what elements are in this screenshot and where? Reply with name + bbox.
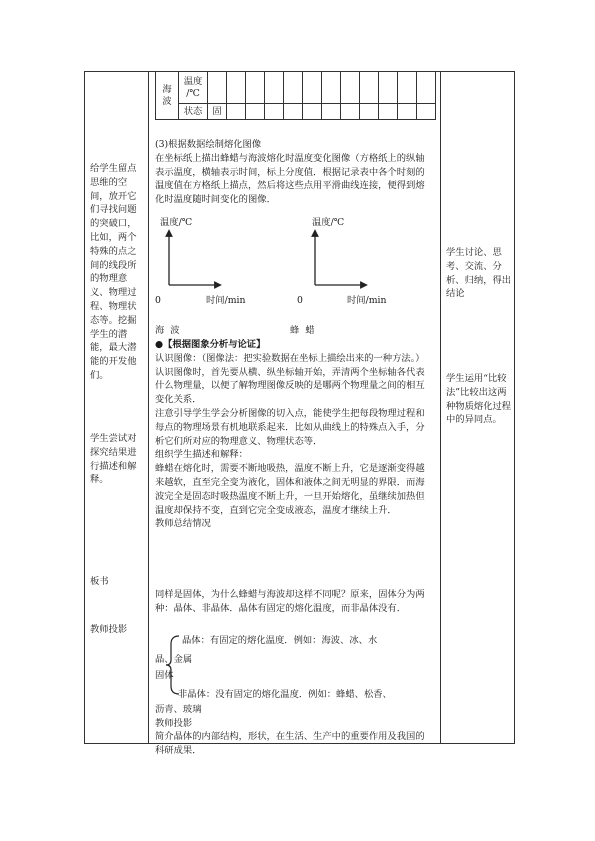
board-projection: 教师投影 [155, 718, 193, 729]
board-text: 同样是固体，为什么蜂蜡与海波却这样不同呢？原来，固体分为两种：晶体、非晶体．晶体有固定的熔化温度，而非晶体没有． [155, 589, 425, 614]
data-cell [322, 72, 341, 104]
data-cell [265, 72, 284, 104]
right-column-compare [446, 372, 512, 427]
data-cell [417, 104, 436, 120]
left-column [90, 162, 142, 383]
graph-right-name: 蜂 蜡 [290, 325, 315, 336]
haibo-data-table [155, 71, 436, 120]
data-cell [284, 72, 303, 104]
data-cell [379, 72, 398, 104]
graph-axes [150, 228, 440, 298]
state-value: 固 [208, 104, 227, 120]
board-label: 板书 [90, 576, 109, 587]
noncrystal-line-1: 非晶体：没有固定的熔化温度．例如：蜂蜡、松香、 [178, 689, 392, 700]
compare-text: 学生运用“比较法”比较出这两种物质熔化过程中的异同点。 [446, 373, 512, 426]
solid-label: 固体 [155, 670, 174, 681]
graph-right-ylabel: 温度/℃ [312, 217, 345, 228]
analysis-attention: 注意引导学生学会分析图像的切入点，能使学生把每段物理过程和每点的物理场景有机地联系起来．比如从曲线上的特殊点入手，分析它们所对应的物理意义、物理状态等． [155, 407, 425, 447]
analysis-section [155, 338, 433, 531]
student-try-text: 学生尝试对探究结果进行描述和解释。 [90, 433, 137, 486]
table-right-border [514, 71, 515, 744]
board-intro: 简介晶体的内部结构，形状，在生活、生产中的重要作用及我国的科研成果． [155, 731, 425, 756]
right-column-discuss [446, 246, 512, 301]
temp-label: 温度 /℃ [179, 72, 208, 104]
graph-left-origin: 0 [155, 295, 161, 306]
discuss-text: 学生讨论、思考、交流、分析、归纳，得出结论 [446, 247, 512, 300]
data-cell [303, 72, 322, 104]
data-cell [398, 104, 417, 120]
data-cell [246, 104, 265, 120]
data-cell [265, 104, 284, 120]
analysis-explain: 蜂蜡在熔化时，需要不断地吸热，温度不断上升，它是逐渐变得越来越软，直至完全变为液化，固体和液体之间无明显的界限．而海波完全是固态时吸热温度不断上升，一旦开始熔化，虽继续加热但温度却保持不变，直到它完全变成液态，温度才继续上升． [155, 463, 425, 516]
data-cell [379, 104, 398, 120]
table-left-border [84, 71, 85, 744]
left-column-try [90, 432, 142, 487]
graph-left-name: 海 波 [155, 325, 180, 336]
crystal-line-2: 晶、金属 [155, 654, 193, 665]
bullet-icon: ● [155, 339, 164, 350]
data-cell [208, 72, 227, 104]
data-cell [360, 72, 379, 104]
data-cell [398, 72, 417, 104]
graph-right-origin: 0 [297, 295, 303, 306]
graph-right-xlabel: 时间/min [347, 295, 387, 306]
section3-heading: (3)根据数据绘制熔化图像 [155, 139, 262, 150]
projection-label: 教师投影 [90, 624, 128, 635]
state-label: 状态 [179, 104, 208, 120]
analysis-recognize: 认识图像：（图像法：把实验数据在坐标上描绘出来的一种方法。）认识图像时，首先要从横、纵坐标轴开始，弄清两个坐标轴各代表什么物理量，以便了解物理图像反映的是哪两个物理量之间的相互变化关系． [155, 352, 425, 406]
section3 [155, 138, 433, 207]
board-intro-wrap [155, 730, 433, 758]
data-cell [417, 72, 436, 104]
row-label-haibo: 海 波 [156, 72, 179, 120]
data-cell [341, 104, 360, 120]
analysis-heading: 【根据图象分析与论证】 [163, 339, 266, 350]
analysis-organize: 组织学生描述和解释： [155, 449, 248, 461]
noncrystal-line-2: 沥青、玻璃 [155, 704, 202, 715]
board-section [155, 588, 433, 616]
data-cell [322, 104, 341, 120]
graph-left-ylabel: 温度/℃ [160, 217, 193, 228]
data-cell [360, 104, 379, 120]
design-intent-text: 给学生留点思维的空间，放开它们寻找问题的突破口，比如，两个特殊的点之间的线段所的物理意义、物理过程、物理状态等。挖掘学生的潜能，最大潜能的开发他们。 [90, 163, 137, 381]
data-cell [227, 72, 246, 104]
data-cell [284, 104, 303, 120]
data-cell [341, 72, 360, 104]
table-divider-1 [148, 71, 149, 744]
analysis-heading-line [155, 338, 433, 352]
analysis-summary: 教师总结情况 [155, 518, 211, 530]
graph-left-xlabel: 时间/min [206, 295, 246, 306]
crystal-line-1: 晶体：有固定的熔化温度．例如：海波、冰、水 [182, 635, 378, 646]
data-cell [246, 72, 265, 104]
data-cell [227, 104, 246, 120]
data-cell [303, 104, 322, 120]
table-divider-2 [440, 71, 441, 744]
section3-paragraph: 在坐标纸上描出蜂蜡与海波熔化时温度变化图像（方格纸上的纵轴表示温度，横轴表示时间，标上分度值．根据记录表中各个时刻的温度值在方格纸上描点，然后将这些点用平滑曲线连接，便得到熔化时温度随时间变化的图像． [155, 152, 425, 206]
